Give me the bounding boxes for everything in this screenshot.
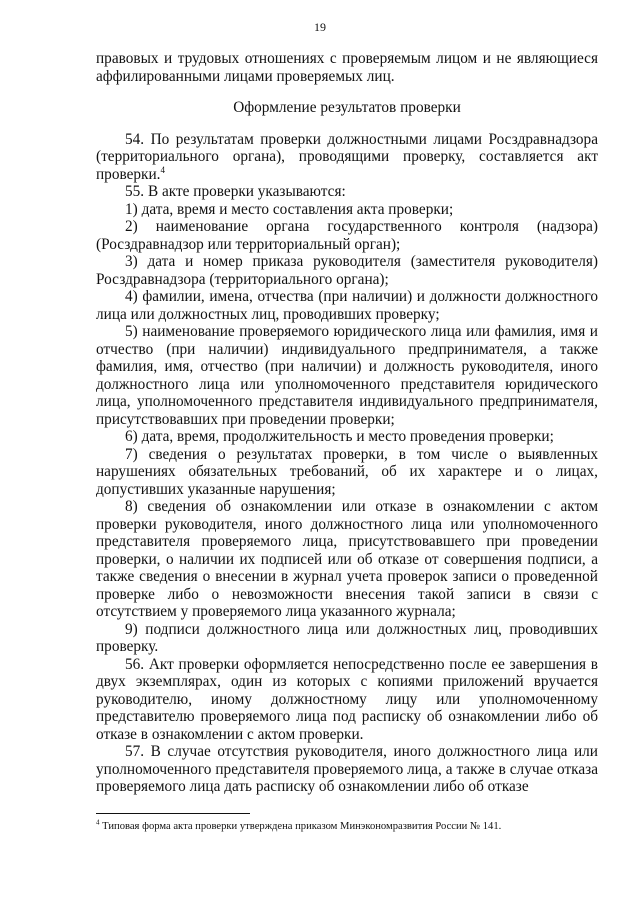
paragraph-continuation: правовых и трудовых отношениях с проверяемым лицом и не являющиеся аффилированными лицами проверяемых лиц. — [96, 50, 598, 85]
paragraph-56: 56. Акт проверки оформляется непосредственно после ее завершения в двух экземплярах, один из которых с копиями приложений вручается руководителю, иному должностному лицу или уполномоченному представителю проверяемого лица под расписку об ознакомлении либо об отказе в ознакомлении с актом проверки. — [96, 655, 598, 743]
footnote-mark: 4 — [96, 818, 100, 827]
footnote-text: Типовая форма акта проверки утверждена приказом Минэкономразвития России № 141. — [99, 821, 502, 832]
paragraph-54 — [96, 131, 598, 184]
footnote-reference: 4 — [160, 164, 165, 175]
list-item-3: 3) дата и номер приказа руководителя (заместителя руководителя) Росздравнадзора (территориального органа); — [96, 253, 598, 288]
footnote — [96, 820, 606, 833]
list-item-9: 9) подписи должностного лица или должностных лиц, проводивших проверку. — [96, 620, 598, 655]
section-heading: Оформление результатов проверки — [233, 99, 461, 116]
paragraph-54-text: 54. По результатам проверки должностными лицами Росздравнадзора (территориального органа), проводящими проверку, составляется акт проверки. — [96, 130, 598, 183]
paragraph-57: 57. В случае отсутствия руководителя, иного должностного лица или уполномоченного представителя проверяемого лица, а также в случае отказа проверяемого лица дать расписку об ознакомлении либо об отказе — [96, 743, 598, 795]
list-item-8: 8) сведения об ознакомлении или отказе в ознакомлении с актом проверки руководителя, иного должностного лица или уполномоченного представителя проверяемого лица, присутствовавшего при проведении проверки, о наличии их подписей или об отказе от совершения подписи, а также сведения о внесении в журнал учета проверок записи о проведенной проверке либо о невозможности внесения такой записи в связи с отсутствием у проверяемого лица указанного журнала; — [96, 498, 598, 620]
list-item-1: 1) дата, время и место составления акта проверки; — [125, 200, 454, 218]
paragraph-55: 55. В акте проверки указываются: — [125, 183, 346, 200]
page-number: 19 — [314, 20, 326, 34]
footnote-separator — [96, 813, 250, 814]
list-item-6: 6) дата, время, продолжительность и место проведения проверки; — [125, 428, 554, 445]
list-item-5: 5) наименование проверяемого юридического лица или фамилия, имя и отчество (при наличии) индивидуального предпринимателя, а также фамилия, имя, отчество (при наличии) и должность руководителя, иного должностного лица или уполномоченного представителя юридического лица, уполномоченного представителя индивидуального предпринимателя, присутствовавших при проведении проверки; — [96, 323, 598, 428]
list-item-4: 4) фамилии, имена, отчества (при наличии) и должности должностного лица или должностных лиц, проводивших проверку; — [96, 288, 598, 323]
document-body — [96, 50, 598, 796]
list-item-2: 2) наименование органа государственного контроля (надзора) (Росздравнадзор или территориальный орган); — [96, 218, 598, 253]
list-item-7: 7) сведения о результатах проверки, в том числе о выявленных нарушениях обязательных требований, об их характере и о лицах, допустивших указанные нарушения; — [96, 445, 598, 498]
